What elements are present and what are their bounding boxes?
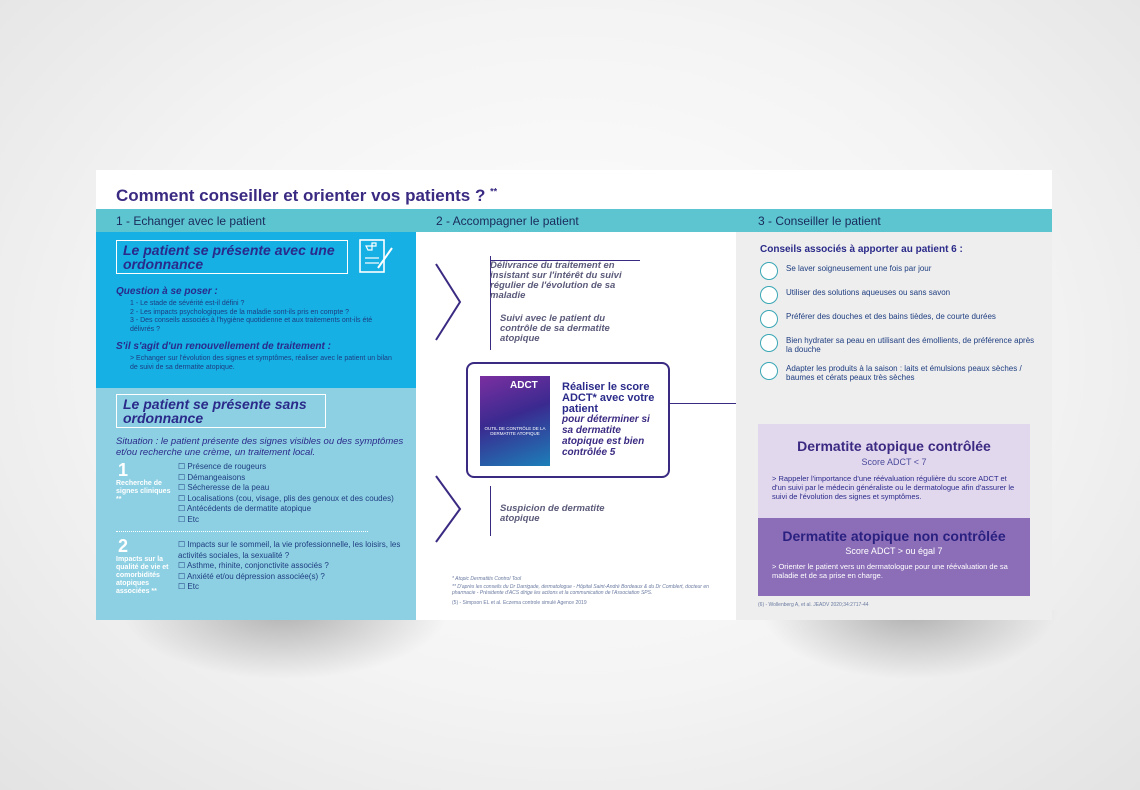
adct-subtitle: pour déterminer si sa dermatite atopique est bien contrôlée 5 <box>562 414 650 458</box>
chevron-right-icon <box>434 474 464 544</box>
uncontrolled-box <box>758 518 1030 596</box>
column-header-1: 1 - Echanger avec le patient <box>116 214 266 228</box>
checklist-item: ☐ Localisations (cou, visage, plis des genoux et des coudes) <box>178 493 394 503</box>
advice-item <box>760 334 1040 354</box>
without-prescription-title: Le patient se présente sans ordonnance <box>116 394 326 428</box>
sheet-shadow-right <box>760 610 1060 680</box>
group-1-label: Recherche de signes cliniques ** <box>116 480 171 503</box>
accompany-panel <box>416 232 736 620</box>
footnote-2: ** D'après les conseils du Dr Darrigade, dermatologue - Hôpital Saint-André Bordeaux & du Dr Comblert, docteur en pharmacie - Présidente d'ACS dirige les actions et la communication de l'Association SPS. <box>452 584 709 596</box>
question-title: Question à se poser : <box>116 286 218 297</box>
group-1-number: 1 <box>118 460 129 480</box>
advice-item <box>760 262 1040 282</box>
with-prescription-title: Le patient se présente avec une ordonnance <box>116 240 348 274</box>
group-2-checklist <box>178 540 408 593</box>
adct-box <box>466 362 670 478</box>
step-delivery: Délivrance du traitement en insistant sur l'intérêt du suivi régulier de l'évolution de sa maladie <box>490 260 640 301</box>
uncontrolled-score: Score ADCT > ou égal 7 <box>845 546 943 556</box>
season-icon <box>760 362 778 380</box>
advice-text: Préférer des douches et des bains tièdes, de courte durées <box>786 312 996 321</box>
checklist-item: ☐ Démangeaisons <box>178 472 246 482</box>
renewal-text: > Echanger sur l'évolution des signes et symptômes, réaliser avec le patient un bilan de suivi de sa dermatite atopique. <box>130 355 392 371</box>
adct-title: Réaliser le score ADCT* avec votre patient <box>562 381 655 415</box>
footnote-1: * Atopic Dermatitis Control Tool <box>452 576 522 582</box>
footnote-6: (6) - Wollenberg A, et al. JEADV 2020;34:2717-44 <box>758 602 869 608</box>
renewal-title: S'il s'agit d'un renouvellement de traitement : <box>116 341 331 352</box>
divider <box>116 531 368 532</box>
question-2: 2 - Les impacts psychologiques de la maladie sont-ils pris en compte ? <box>130 308 350 316</box>
adct-cover-title: OUTIL DE CONTRÔLE DE LA DERMATITE ATOPIQUE <box>484 426 546 436</box>
without-prescription-panel <box>96 388 416 620</box>
checklist-item: ☐ Anxiété et/ou dépression associée(s) ? <box>178 571 325 581</box>
column-header-2: 2 - Accompagner le patient <box>436 214 579 228</box>
brochure-sheet <box>96 170 1052 620</box>
controlled-title: Dermatite atopique contrôlée <box>797 438 991 454</box>
checklist-item: ☐ Impacts sur le sommeil, la vie professionnelle, les loisirs, les activités sociales, la sexualité ? <box>178 540 401 560</box>
advice-panel <box>736 232 1052 620</box>
advice-heading: Conseils associés à apporter au patient 6 : <box>760 244 963 255</box>
controlled-score: Score ADCT < 7 <box>861 457 927 467</box>
footnote-3: (5) - Simpson EL et al. Eczema controle simulé Agence 2019 <box>452 600 587 606</box>
uncontrolled-text: > Orienter le patient vers un dermatologue pour une réévaluation de sa maladie et de sa prise en charge. <box>772 562 1008 580</box>
advice-text: Se laver soigneusement une fois par jour <box>786 264 932 273</box>
page-title: Comment conseiller et orienter vos patients ? ** <box>116 186 498 205</box>
step-follow-up: Suivi avec le patient du contrôle de sa dermatite atopique <box>500 313 610 344</box>
group-1-checklist <box>178 462 408 525</box>
questions-list <box>130 300 390 334</box>
soap-icon <box>760 286 778 304</box>
controlled-box <box>758 424 1030 518</box>
checklist-item: ☐ Etc <box>178 582 199 591</box>
column-header-bar <box>96 209 1052 232</box>
advice-text: Utiliser des solutions aqueuses ou sans savon <box>786 288 951 297</box>
checklist-item: ☐ Sécheresse de la peau <box>178 483 270 492</box>
advice-item <box>760 362 1040 382</box>
thermometer-icon <box>760 310 778 328</box>
group-2-label: Impacts sur la qualité de vie et comorbidités atopiques associées ** <box>116 556 169 595</box>
chevron-right-icon <box>434 262 464 342</box>
advice-text: Adapter les produits à la saison : laits et émulsions peaux sèches / baumes et cérats peaux très sèches <box>786 364 1022 382</box>
uncontrolled-title: Dermatite atopique non contrôlée <box>782 528 1006 544</box>
adct-cover-image <box>480 376 550 466</box>
prescription-icon <box>358 238 394 278</box>
checklist-item: ☐ Asthme, rhinite, conjonctivite associés ? <box>178 561 329 570</box>
situation-text: Situation : le patient présente des signes visibles ou des symptômes et/ou recherche une crème, un traitement local. <box>116 436 404 458</box>
adct-logo: ADCT <box>510 380 538 391</box>
sheet-shadow-left <box>120 610 450 680</box>
checklist-item: ☐ Antécédents de dermatite atopique <box>178 504 312 513</box>
hand-cream-icon <box>760 334 778 352</box>
advice-item <box>760 286 1040 306</box>
checklist-item: ☐ Etc <box>178 514 199 524</box>
column-header-3: 3 - Conseiller le patient <box>758 214 881 228</box>
with-prescription-panel <box>96 232 416 388</box>
flow-line <box>490 486 491 536</box>
question-3: 3 - Des conseils associés à l'hygiène quotidienne et aux traitements ont-ils été délivrés ? <box>130 317 373 333</box>
advice-text: Bien hydrater sa peau en utilisant des émollients, de préférence après la douche <box>786 336 1035 354</box>
checklist-item: ☐ Présence de rougeurs <box>178 462 267 471</box>
question-1: 1 - Le stade de sévérité est-il défini ? <box>130 300 245 307</box>
shower-icon <box>760 262 778 280</box>
controlled-text: > Rappeler l'importance d'une réévaluation régulière du score ADCT et d'un suivi par le médecin généraliste ou le dermatologue afin d'assurer le suivi de l'évolution des signes et symptômes. <box>772 474 1015 501</box>
step-suspicion: Suspicion de dermatite atopique <box>500 503 605 524</box>
group-2-number: 2 <box>118 536 129 556</box>
advice-item <box>760 310 1040 330</box>
